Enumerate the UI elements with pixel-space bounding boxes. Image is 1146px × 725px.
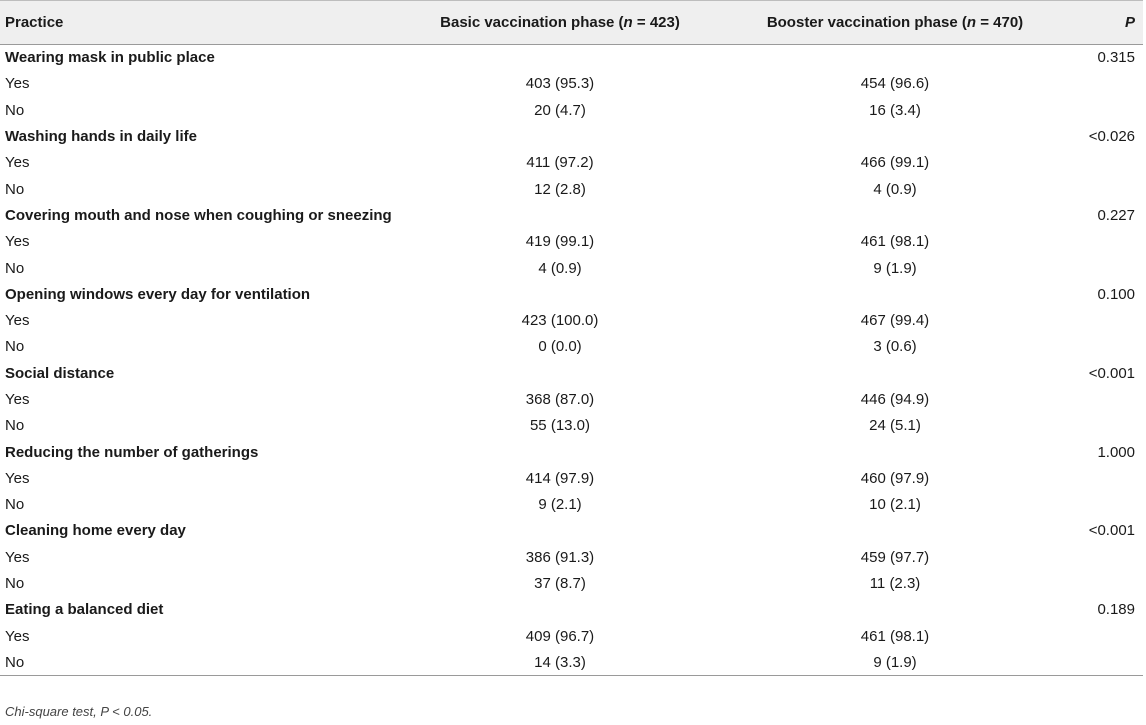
header-row <box>0 1 1143 45</box>
category-row <box>0 202 1143 228</box>
table-header <box>0 1 1143 45</box>
header-basic-suffix: = 423) <box>632 14 680 31</box>
p-value: 0.315 <box>1097 49 1135 67</box>
p-value-empty <box>1060 570 1143 596</box>
p-value: <0.001 <box>1088 522 1135 540</box>
category-row <box>0 518 1143 544</box>
header-booster-phase <box>730 1 1060 45</box>
table-row <box>0 649 1143 675</box>
p-value-empty <box>1060 386 1143 412</box>
p-value: 1.000 <box>1097 443 1135 461</box>
booster-phase-value: 24 (5.1) <box>869 417 921 435</box>
p-value-empty <box>1060 544 1143 570</box>
table-body <box>0 45 1143 676</box>
category-label: Washing hands in daily life <box>5 128 197 146</box>
response-label: No <box>5 259 25 277</box>
table-row <box>0 544 1143 570</box>
response-label: Yes <box>5 233 30 251</box>
basic-phase-value: 9 (2.1) <box>538 496 582 514</box>
basic-phase-value: 411 (97.2) <box>526 154 594 172</box>
table-row <box>0 150 1143 176</box>
p-value-empty <box>1060 413 1143 439</box>
basic-phase-value: 20 (4.7) <box>534 101 586 119</box>
booster-phase-value: 10 (2.1) <box>869 496 921 514</box>
response-label: Yes <box>5 469 30 487</box>
booster-phase-value: 3 (0.6) <box>873 338 917 356</box>
p-value: 0.227 <box>1097 206 1135 224</box>
p-value-empty <box>1060 307 1143 333</box>
table-footnote: Chi-square test, P < 0.05. <box>5 704 153 719</box>
response-label: No <box>0 649 390 675</box>
p-value-empty <box>1060 176 1143 202</box>
booster-phase-value: 461 (98.1) <box>860 233 930 251</box>
booster-phase-value: 11 (2.3) <box>869 575 921 593</box>
table-row <box>0 413 1143 439</box>
response-label: No <box>5 575 25 593</box>
category-basic-empty <box>390 281 730 307</box>
category-basic-empty <box>390 360 730 386</box>
table-row <box>0 492 1143 518</box>
category-basic-empty <box>390 123 730 149</box>
booster-phase-value: 467 (99.4) <box>860 312 930 330</box>
p-value: <0.026 <box>1088 128 1135 146</box>
booster-phase-value: 9 (1.9) <box>873 259 917 277</box>
basic-phase-value: 414 (97.9) <box>525 469 595 487</box>
header-practice: Practice <box>0 1 390 45</box>
p-value-empty <box>1060 97 1143 123</box>
category-booster-empty <box>730 597 1060 623</box>
basic-phase-value: 0 (0.0) <box>538 338 582 356</box>
booster-phase-value: 4 (0.9) <box>873 180 917 198</box>
category-label: Covering mouth and nose when coughing or sneezing <box>5 206 392 224</box>
booster-phase-value: 16 (3.4) <box>869 101 921 119</box>
category-label: Cleaning home every day <box>5 522 186 540</box>
response-label: Yes <box>5 627 30 645</box>
basic-phase-value: 386 (91.3) <box>525 548 595 566</box>
table-row <box>0 307 1143 333</box>
table-row <box>0 465 1143 491</box>
category-booster-empty <box>730 518 1060 544</box>
table-row <box>0 570 1143 596</box>
basic-phase-value: 12 (2.8) <box>534 180 586 198</box>
header-booster-prefix: Booster vaccination phase ( <box>766 14 967 31</box>
table-row <box>0 623 1143 649</box>
p-value-empty <box>1060 465 1143 491</box>
response-label: No <box>5 101 25 119</box>
category-row <box>0 123 1143 149</box>
category-booster-empty <box>730 281 1060 307</box>
basic-phase-value: 403 (95.3) <box>525 75 595 93</box>
p-value: 0.100 <box>1097 285 1135 303</box>
response-label: No <box>5 417 25 435</box>
category-row <box>0 597 1143 623</box>
p-value-empty <box>1060 623 1143 649</box>
basic-phase-value: 37 (8.7) <box>534 575 586 593</box>
response-label: Yes <box>5 548 30 566</box>
category-label: Reducing the number of gatherings <box>5 443 259 461</box>
category-basic-empty <box>390 202 730 228</box>
category-label: Eating a balanced diet <box>5 601 164 619</box>
p-value-empty <box>1060 334 1143 360</box>
basic-phase-value: 14 (3.3) <box>390 649 730 675</box>
category-row <box>0 281 1143 307</box>
table-row <box>0 386 1143 412</box>
p-value-empty <box>1060 492 1143 518</box>
p-value-empty <box>1060 649 1143 675</box>
basic-phase-value: 423 (100.0) <box>521 312 599 330</box>
header-p-value: P <box>1060 1 1143 45</box>
table-row <box>0 334 1143 360</box>
response-label: No <box>5 338 25 356</box>
header-basic-prefix: Basic vaccination phase ( <box>440 14 624 31</box>
category-basic-empty <box>390 518 730 544</box>
p-value-empty <box>1060 255 1143 281</box>
header-basic-n: n <box>623 14 633 31</box>
response-label: Yes <box>5 312 30 330</box>
booster-phase-value: 460 (97.9) <box>860 469 930 487</box>
header-booster-suffix: = 470) <box>976 14 1024 31</box>
p-value: <0.001 <box>1088 364 1135 382</box>
category-booster-empty <box>730 439 1060 465</box>
booster-phase-value: 446 (94.9) <box>860 391 930 408</box>
p-value-empty <box>1060 229 1143 255</box>
category-basic-empty <box>390 45 730 71</box>
booster-phase-value: 9 (1.9) <box>730 649 1060 675</box>
basic-phase-value: 419 (99.1) <box>525 233 595 251</box>
response-label: No <box>5 180 25 198</box>
category-basic-empty <box>390 439 730 465</box>
p-value-empty <box>1060 150 1143 176</box>
booster-phase-value: 466 (99.1) <box>860 154 930 172</box>
booster-phase-value: 459 (97.7) <box>860 548 930 566</box>
booster-phase-value: 461 (98.1) <box>860 627 930 645</box>
response-label: Yes <box>5 154 30 172</box>
booster-phase-value: 454 (96.6) <box>860 75 930 93</box>
response-label: No <box>5 496 25 514</box>
table-row <box>0 71 1143 97</box>
table-row <box>0 229 1143 255</box>
basic-phase-value: 55 (13.0) <box>529 417 591 435</box>
header-booster-n: n <box>966 14 977 31</box>
category-booster-empty <box>730 202 1060 228</box>
table-row <box>0 176 1143 202</box>
basic-phase-value: 409 (96.7) <box>525 627 595 645</box>
table-row <box>0 255 1143 281</box>
header-basic-phase <box>390 1 730 45</box>
category-booster-empty <box>730 360 1060 386</box>
category-booster-empty <box>730 123 1060 149</box>
table-row <box>0 97 1143 123</box>
category-booster-empty <box>730 45 1060 71</box>
response-label: Yes <box>5 75 30 93</box>
basic-phase-value: 368 (87.0) <box>525 391 595 408</box>
category-row <box>0 360 1143 386</box>
category-basic-empty <box>390 597 730 623</box>
p-value-empty <box>1060 71 1143 97</box>
basic-phase-value: 4 (0.9) <box>538 259 582 277</box>
category-label: Social distance <box>5 364 115 382</box>
category-row <box>0 45 1143 71</box>
p-value: 0.189 <box>1097 601 1135 619</box>
response-label: Yes <box>5 391 30 408</box>
category-label: Wearing mask in public place <box>5 49 215 67</box>
category-row <box>0 439 1143 465</box>
category-label: Opening windows every day for ventilation <box>5 285 311 303</box>
